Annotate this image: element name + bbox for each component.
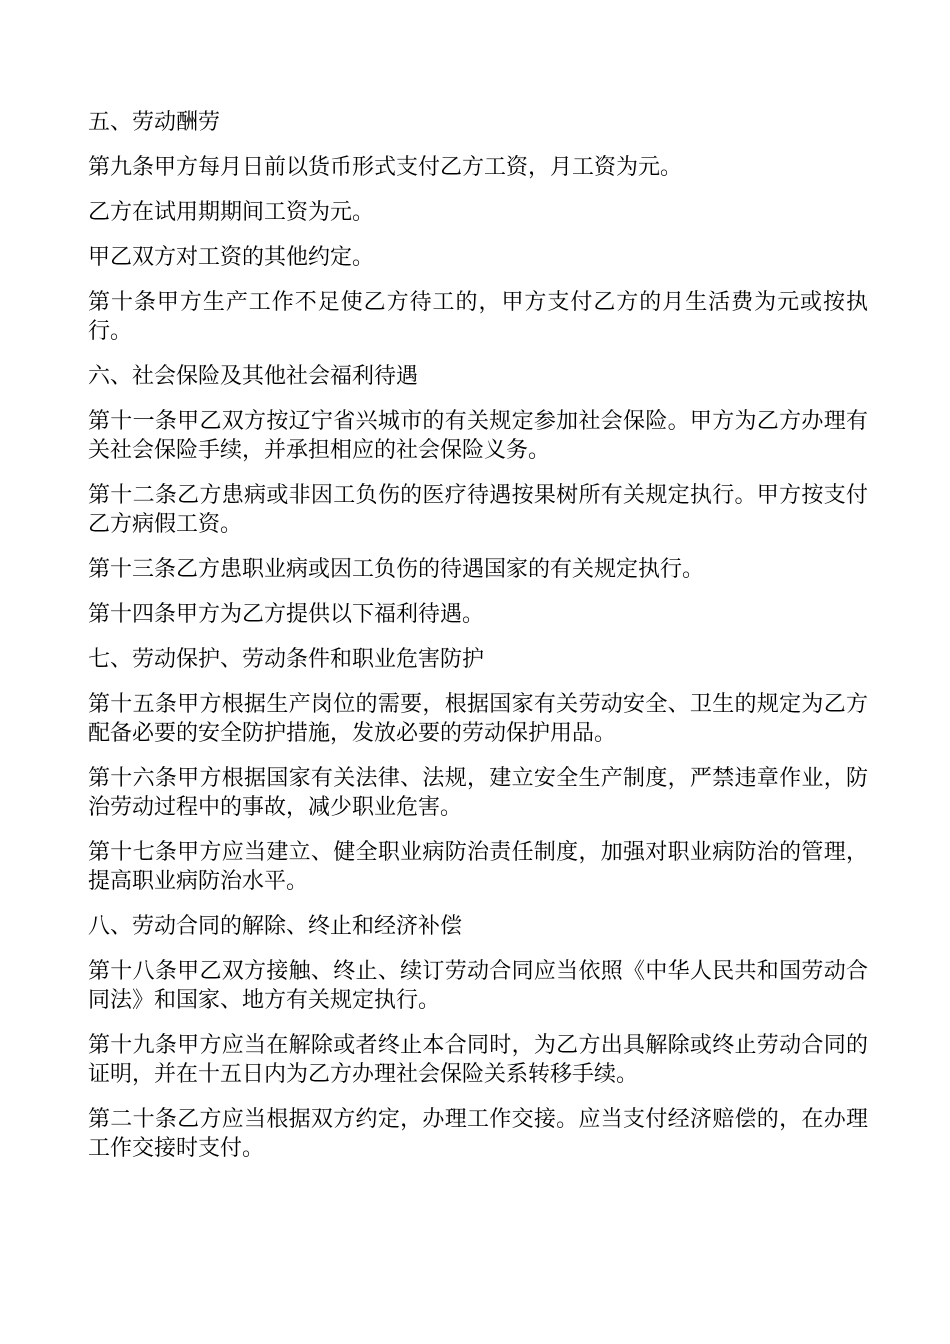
article-15: 第十五条甲方根据生产岗位的需要，根据国家有关劳动安全、卫生的规定为乙方配备必要的安全防护措施，发放必要的劳动保护用品。 (88, 692, 868, 746)
document-page (88, 106, 868, 1179)
article-18: 第十八条甲乙双方接触、终止、续订劳动合同应当依照《中华人民共和国劳动合同法》和国家、地方有关规定执行。 (88, 959, 868, 1013)
section-heading-labor-pay: 五、劳动酬劳 (88, 110, 221, 135)
section-heading-contract-termination: 八、劳动合同的解除、终止和经济补偿 (88, 914, 463, 939)
article-17: 第十七条甲方应当建立、健全职业病防治责任制度，加强对职业病防治的管理，提高职业病防治水平。 (88, 840, 868, 894)
article-13: 第十三条乙方患职业病或因工负伤的待遇国家的有关规定执行。 (88, 557, 705, 582)
article-10: 第十条甲方生产工作不足使乙方待工的，甲方支付乙方的月生活费为元或按执行。 (88, 290, 868, 344)
other-wage-agreement-paragraph: 甲乙双方对工资的其他约定。 (88, 245, 375, 270)
article-19: 第十九条甲方应当在解除或者终止本合同时，为乙方出具解除或终止劳动合同的证明，并在十五日内为乙方办理社会保险关系转移手续。 (88, 1033, 868, 1087)
article-14: 第十四条甲方为乙方提供以下福利待遇。 (88, 602, 485, 627)
section-heading-labor-protection: 七、劳动保护、劳动条件和职业危害防护 (88, 647, 485, 672)
article-9: 第九条甲方每月日前以货币形式支付乙方工资，月工资为元。 (88, 155, 683, 180)
article-12: 第十二条乙方患病或非因工负伤的医疗待遇按果树所有关规定执行。甲方按支付乙方病假工资。 (88, 483, 868, 537)
article-16: 第十六条甲方根据国家有关法律、法规，建立安全生产制度，严禁违章作业，防治劳动过程中的事故，减少职业危害。 (88, 766, 868, 820)
article-20: 第二十条乙方应当根据双方约定，办理工作交接。应当支付经济赔偿的，在办理工作交接时支付。 (88, 1107, 868, 1161)
article-11: 第十一条甲乙双方按辽宁省兴城市的有关规定参加社会保险。甲方为乙方办理有关社会保险手续，并承担相应的社会保险义务。 (88, 409, 868, 463)
section-heading-social-insurance: 六、社会保险及其他社会福利待遇 (88, 364, 419, 389)
probation-wage-paragraph: 乙方在试用期期间工资为元。 (88, 200, 375, 225)
